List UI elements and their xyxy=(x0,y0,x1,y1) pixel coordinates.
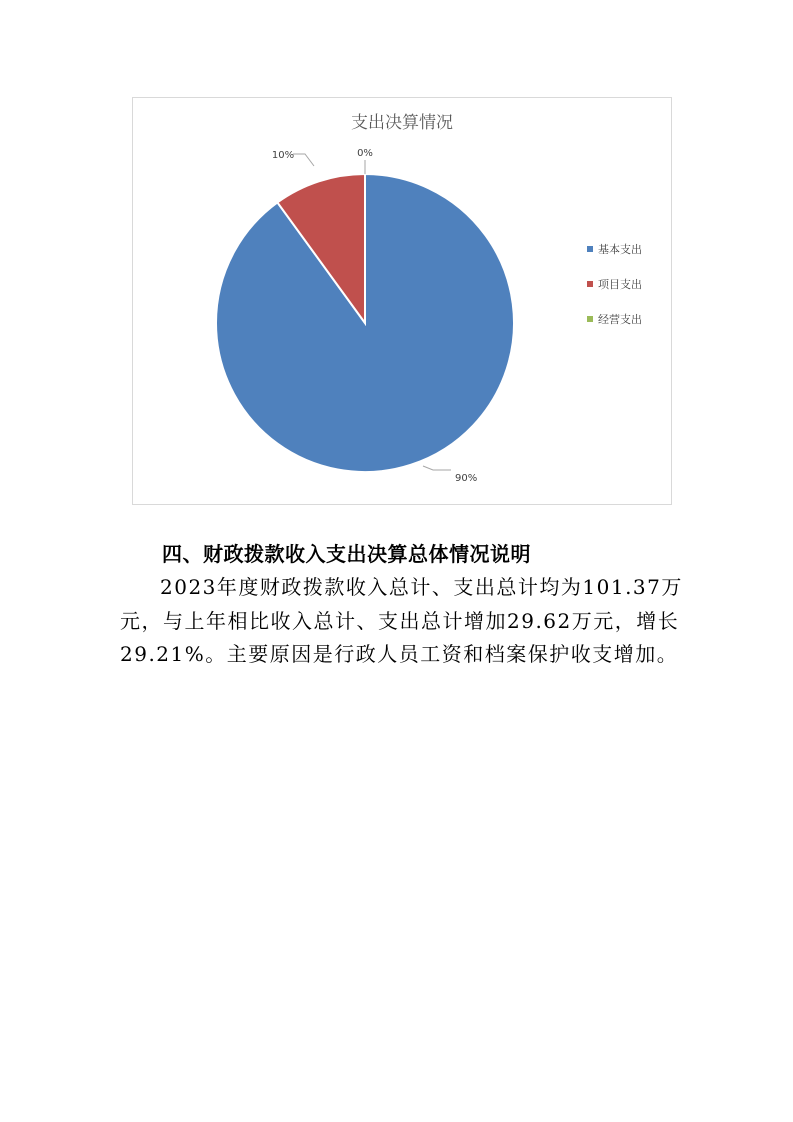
pie-chart xyxy=(132,97,672,505)
chart-title: 支出决算情况 xyxy=(351,113,453,133)
paragraph-line: 29.21%。主要原因是行政人员工资和档案保护收支增加。 xyxy=(120,642,679,666)
section-paragraph xyxy=(120,571,683,672)
legend-label-operating: 经营支出 xyxy=(598,313,642,326)
leader-line-basic xyxy=(423,466,451,470)
paragraph-line: 元，与上年相比收入总计、支出总计增加29.62万元，增长 xyxy=(120,608,680,633)
legend-swatch-basic xyxy=(587,246,593,252)
chart-legend xyxy=(587,240,642,345)
legend-item-operating xyxy=(587,310,642,328)
leader-line-project xyxy=(293,154,314,166)
data-label-operating: 0% xyxy=(357,148,373,159)
data-label-project: 10% xyxy=(271,150,295,161)
legend-swatch-project xyxy=(587,281,593,287)
legend-swatch-operating xyxy=(587,316,593,322)
legend-label-basic: 基本支出 xyxy=(598,243,642,256)
legend-item-project xyxy=(587,275,642,293)
legend-item-basic xyxy=(587,240,642,258)
paragraph-line: 2023年度财政拨款收入总计、支出总计均为101.37万 xyxy=(160,575,683,599)
section-heading: 四、财政拨款收入支出决算总体情况说明 xyxy=(162,542,531,566)
legend-label-project: 项目支出 xyxy=(598,278,642,291)
data-label-basic: 90% xyxy=(455,473,478,484)
